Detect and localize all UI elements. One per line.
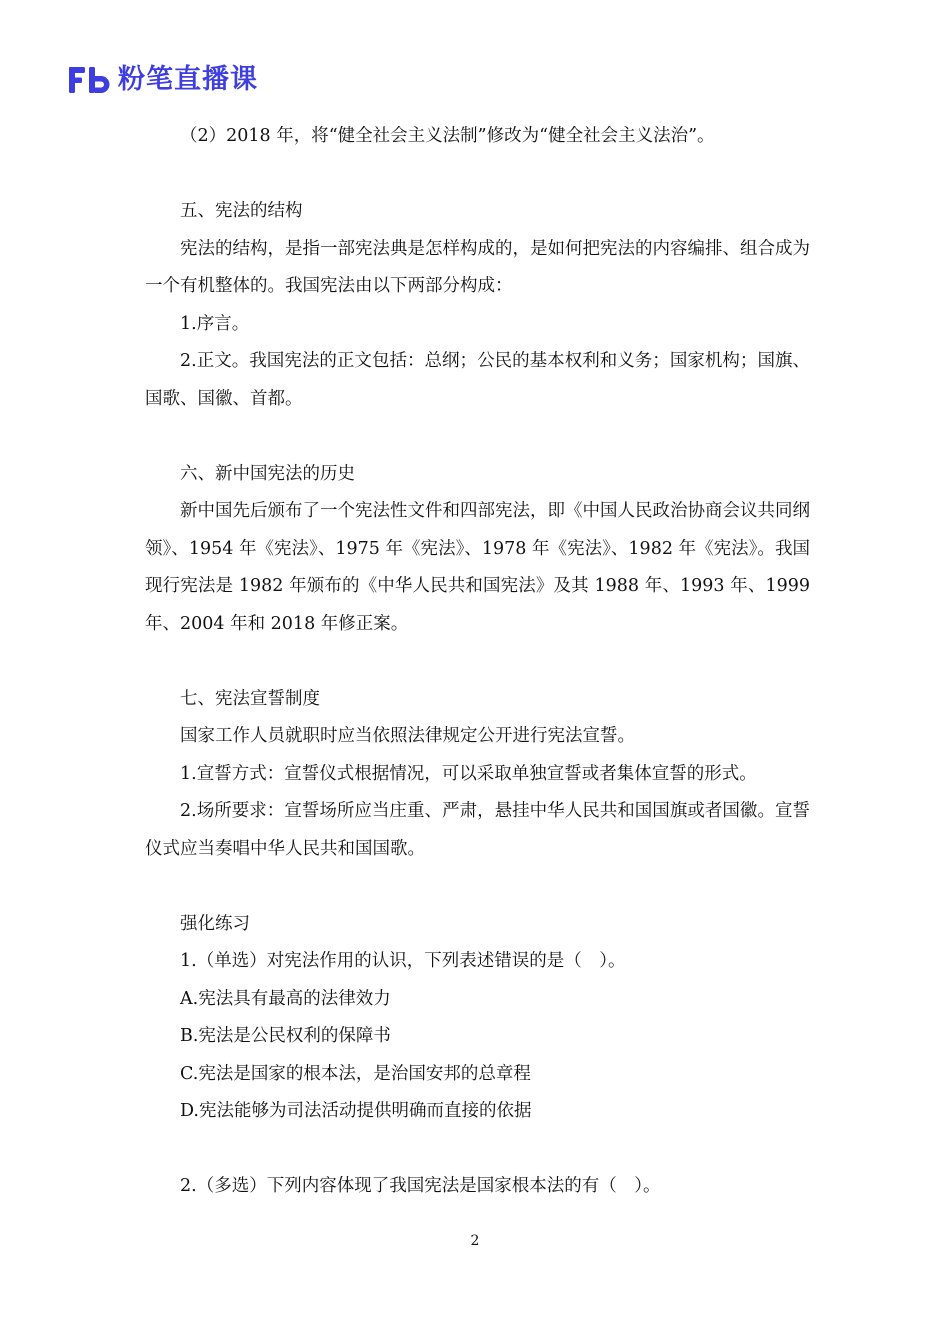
list-item: 1.序言。 <box>180 313 250 334</box>
list-item: 2.场所要求：宣誓场所应当庄重、严肃，悬挂中华人民共和国国旗或者国徽。宣誓仪式应当奏唱中华人民共和国国歌。 <box>145 801 810 859</box>
answer-option: D.宪法能够为司法活动提供明确而直接的依据 <box>180 1101 532 1121</box>
paragraph: 新中国先后颁布了一个宪法性文件和四部宪法，即《中国人民政治协商会议共同纲领》、1954 年《宪法》、1975 年《宪法》、1978 年《宪法》、1982 年《宪法》。我国现行宪法是 1982 年颁布的《中华人民共和国宪法》及其 1988 年、1993 年、1999 年、2004 年和 2018 年修正案。 <box>145 501 810 634</box>
section-heading: 强化练习 <box>180 913 250 934</box>
paragraph: 国家工作人员就职时应当依照法律规定公开进行宪法宣誓。 <box>180 726 635 746</box>
brand-logo <box>68 63 258 97</box>
paragraph-spacer <box>145 1131 810 1169</box>
paragraph-spacer <box>145 418 810 456</box>
paragraph: 宪法的结构，是指一部宪法典是怎样构成的，是如何把宪法的内容编排、组合成为一个有机整体的。我国宪法由以下两部分构成： <box>145 238 810 296</box>
answer-option: B.宪法是公民权利的保障书 <box>180 1026 391 1046</box>
section-heading: 五、宪法的结构 <box>180 201 303 221</box>
paragraph-spacer <box>145 156 810 194</box>
paragraph-amendment-2018: （2）2018 年，将“健全社会主义法制”修改为“健全社会主义法治”。 <box>180 126 715 146</box>
page-number: 2 <box>470 1233 480 1249</box>
logo-text: 粉笔直播课 <box>118 64 258 95</box>
list-item: 2.正文。我国宪法的正文包括：总纲；公民的基本权利和义务；国家机构；国旗、国歌、国徽、首都。 <box>145 351 810 409</box>
question-stem: 1.（单选）对宪法作用的认识，下列表述错误的是（ ）。 <box>180 951 626 971</box>
document-body <box>145 118 810 1206</box>
answer-option: A.宪法具有最高的法律效力 <box>180 988 391 1009</box>
question-stem: 2.（多选）下列内容体现了我国宪法是国家根本法的有（ ）。 <box>180 1176 661 1196</box>
answer-option: C.宪法是国家的根本法，是治国安邦的总章程 <box>180 1063 531 1084</box>
section-heading: 六、新中国宪法的历史 <box>180 463 355 484</box>
fb-logo-icon <box>68 65 112 95</box>
section-heading: 七、宪法宣誓制度 <box>180 688 320 709</box>
paragraph-spacer <box>145 868 810 906</box>
list-item: 1.宣誓方式：宣誓仪式根据情况，可以采取单独宣誓或者集体宣誓的形式。 <box>180 763 757 784</box>
paragraph-spacer <box>145 643 810 681</box>
